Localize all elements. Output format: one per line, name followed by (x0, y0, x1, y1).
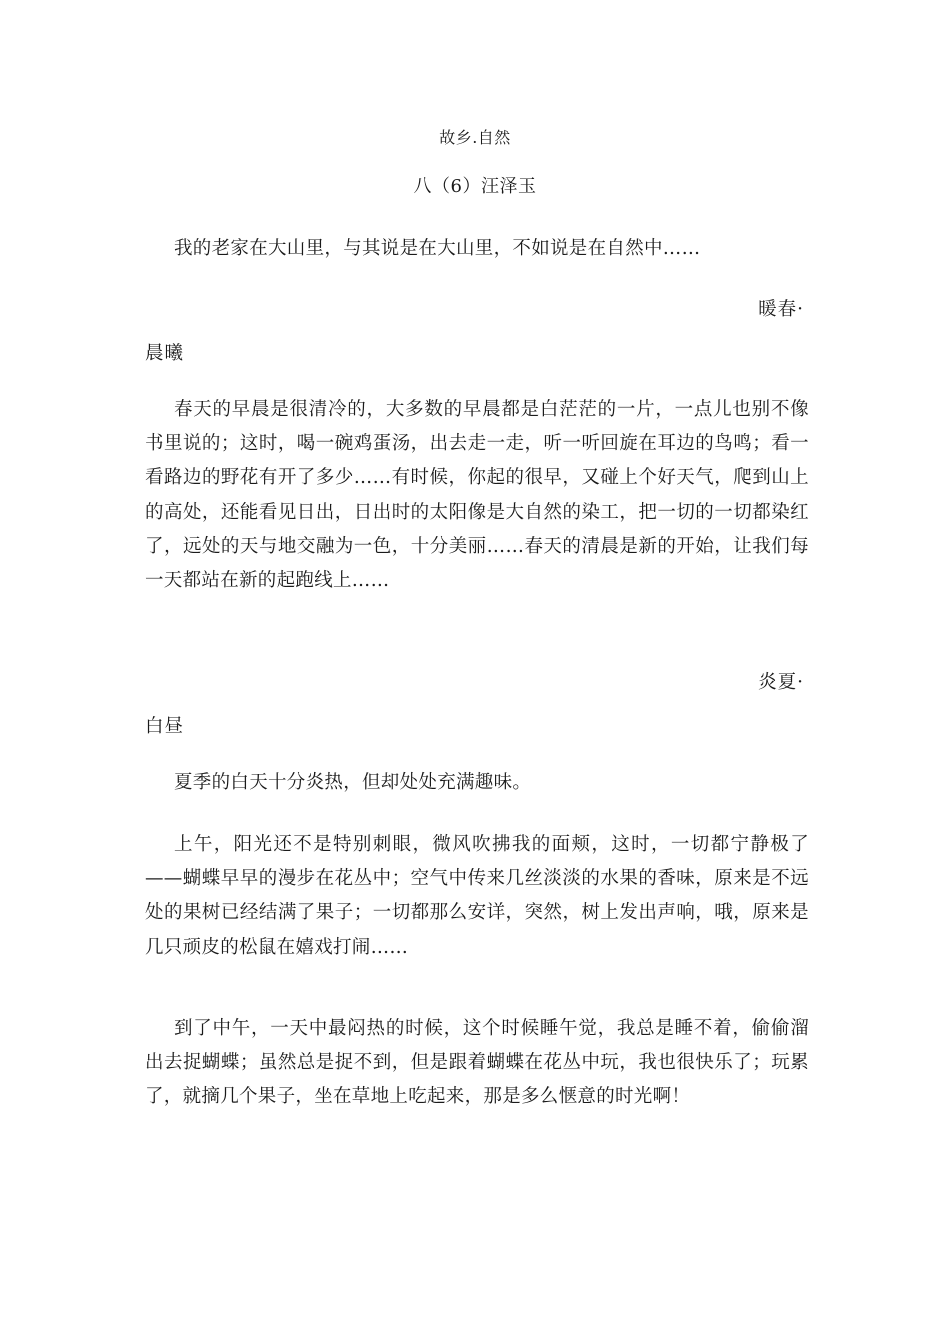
spring-subheading: 晨曦 (145, 343, 185, 364)
summer-paragraph-1: 夏季的白天十分炎热，但却处处充满趣味。 (174, 772, 532, 793)
intro-paragraph: 我的老家在大山里，与其说是在大山里，不如说是在自然中…… (174, 238, 701, 259)
spring-paragraph: 春天的早晨是很清冷的，大多数的早晨都是白茫茫的一片，一点儿也别不像书里说的；这时，喝一碗鸡蛋汤，出去走一走，听一听回旋在耳边的鸟鸣；看一看路边的野花有开了多少……有时候，你起的很早，又碰上个好天气，爬到山上的高处，还能看见日出，日出时的太阳像是大自然的染工，把一切的一切都染红了，远处的天与地交融为一色，十分美丽……春天的清晨是新的开始，让我们每一天都站在新的起跑线上…… (145, 399, 809, 592)
summer-paragraph-2: 上午，阳光还不是特别刺眼，微风吹拂我的面颊，这时，一切都宁静极了——蝴蝶早早的漫步在花丛中；空气中传来几丝淡淡的水果的香味，原来是不远处的果树已经结满了果子；一切都那么安详，突然，树上发出声响，哦，原来是几只顽皮的松鼠在嬉戏打闹…… (145, 834, 809, 958)
author-line: 八（6）汪泽玉 (413, 176, 537, 197)
spring-heading: 暖春· (758, 299, 804, 320)
summer-paragraph-3: 到了中午，一天中最闷热的时候，这个时候睡午觉，我总是睡不着，偷偷溜出去捉蝴蝶；虽然总是捉不到，但是跟着蝴蝶在花丛中玩，我也很快乐了；玩累了，就摘几个果子，坐在草地上吃起来，那是多么惬意的时光啊！ (145, 1018, 809, 1108)
summer-subheading: 白昼 (145, 716, 185, 737)
document-title: 故乡.自然 (439, 128, 511, 147)
summer-heading: 炎夏· (758, 672, 804, 693)
